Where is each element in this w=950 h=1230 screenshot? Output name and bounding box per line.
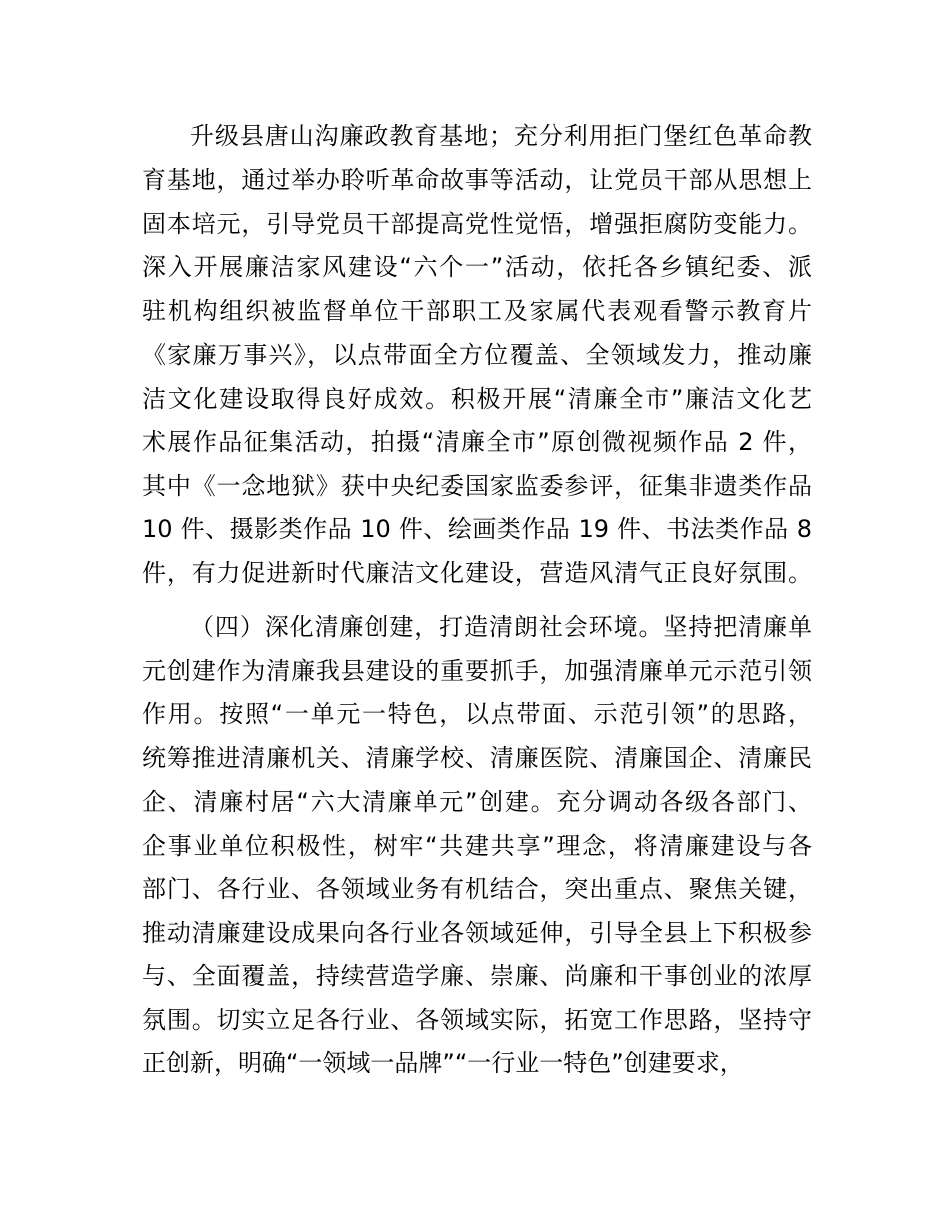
paragraph-1-line-4: 深入开展廉洁家风建设“六个一”活动，依托各乡镇纪委、派	[142, 253, 812, 281]
paragraph-1-line-9: 其中《一念地狱》获中央纪委国家监委参评，征集非遗类作品	[142, 472, 812, 500]
paragraph-1-line-5: 驻机构组织被监督单位干部职工及家属代表观看警示教育片	[142, 297, 812, 325]
paragraph-2-line-1: （四）深化清廉创建，打造清朗社会环境。坚持把清廉单	[190, 613, 812, 641]
paragraph-1-line-11: 件，有力促进新时代廉洁文化建设，营造风清气正良好氛围。	[142, 559, 812, 587]
paragraph-2-line-5: 企、清廉村居“六大清廉单元”创建。充分调动各级各部门、	[142, 788, 812, 816]
paragraph-2-line-8: 推动清廉建设成果向各行业各领域延伸，引导全县上下积极参	[142, 919, 812, 947]
paragraph-2-line-7: 部门、各行业、各领域业务有机结合，突出重点、聚焦关键，	[142, 875, 812, 903]
paragraph-1-line-8: 术展作品征集活动，拍摄“清廉全市”原创微视频作品 2 件，	[142, 428, 812, 456]
paragraph-2-line-3: 作用。按照“一单元一特色，以点带面、示范引领”的思路，	[142, 700, 812, 728]
paragraph-2-line-2: 元创建作为清廉我县建设的重要抓手，加强清廉单元示范引领	[142, 657, 812, 685]
paragraph-1-line-10: 10 件、摄影类作品 10 件、绘画类作品 19 件、书法类作品 8	[142, 515, 812, 543]
paragraph-2-line-4: 统筹推进清廉机关、清廉学校、清廉医院、清廉国企、清廉民	[142, 744, 812, 772]
paragraph-1-line-3: 固本培元，引导党员干部提高党性觉悟，增强拒腐防变能力。	[142, 210, 812, 238]
paragraph-1-line-7: 洁文化建设取得良好成效。积极开展“清廉全市”廉洁文化艺	[142, 385, 812, 413]
paragraph-1-line-2: 育基地，通过举办聆听革命故事等活动，让党员干部从思想上	[142, 166, 812, 194]
paragraph-2-line-9: 与、全面覆盖，持续营造学廉、崇廉、尚廉和干事创业的浓厚	[142, 962, 812, 990]
paragraph-2-line-10: 氛围。切实立足各行业、各领域实际，拓宽工作思路，坚持守	[142, 1006, 812, 1034]
paragraph-2-line-11: 正创新，明确“一领域一品牌”“一行业一特色”创建要求，	[142, 1049, 744, 1077]
paragraph-1-line-1: 升级县唐山沟廉政教育基地；充分利用拒门堡红色革命教	[190, 122, 812, 150]
paragraph-1-line-6: 《家廉万事兴》，以点带面全方位覆盖、全领域发力，推动廉	[142, 341, 812, 369]
paragraph-2-line-6: 企事业单位积极性，树牢“共建共享”理念，将清廉建设与各	[142, 832, 812, 860]
